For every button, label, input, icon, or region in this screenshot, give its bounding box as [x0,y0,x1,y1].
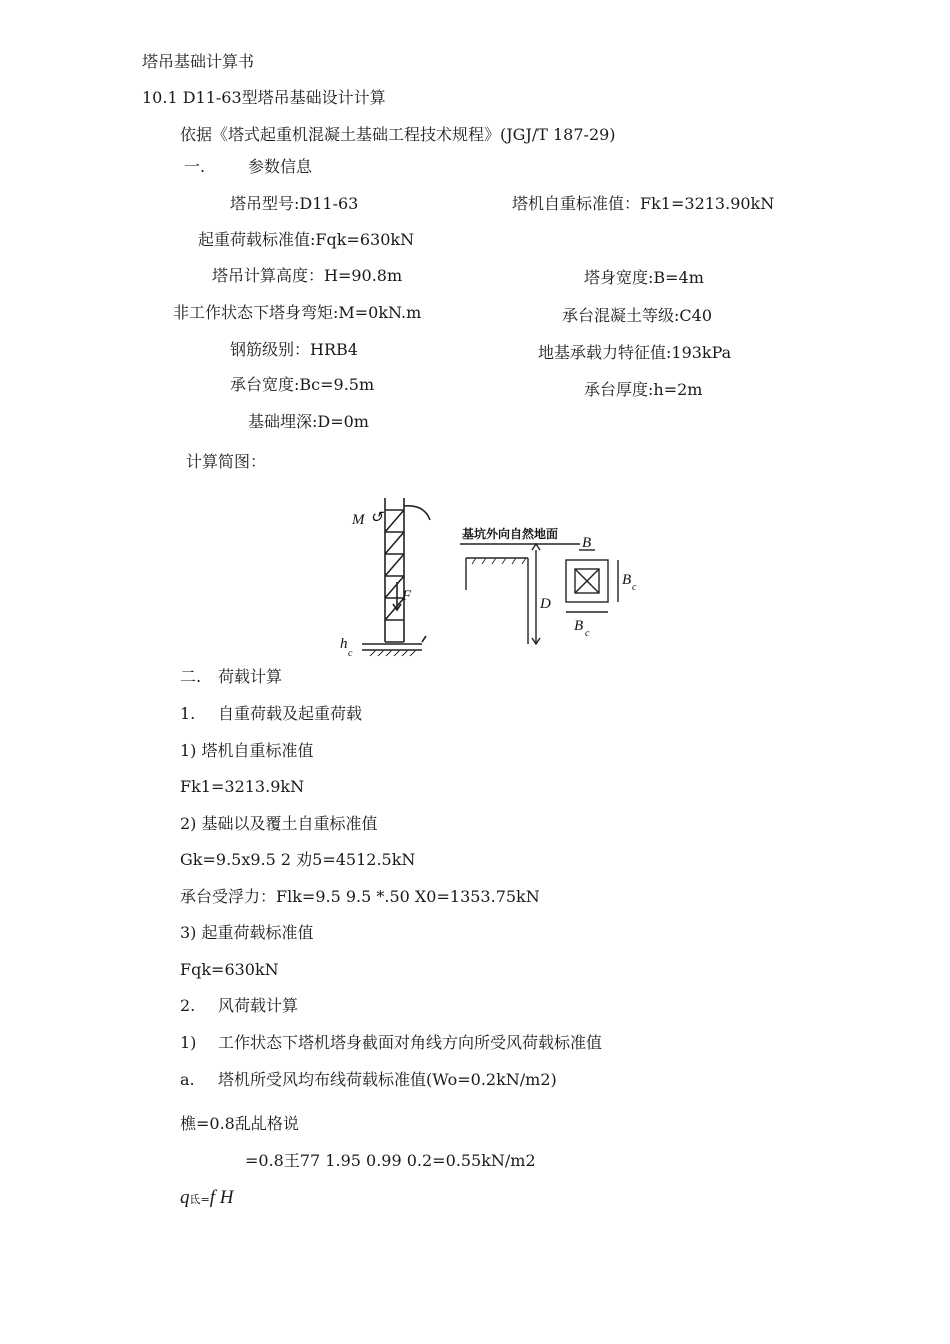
param-cap-thickness: 承台厚度:h=2m [584,380,703,399]
depth-label: D [540,596,551,612]
param-rebar: 钢筋级别：HRB4 [230,340,358,359]
param-moment: 非工作状态下塔身弯矩:M=0kN.m [173,303,422,322]
q-symbol: q [180,1187,190,1208]
svg-text:↺: ↺ [370,510,383,526]
wind-item1-title: 工作状态下塔机塔身截面对角线方向所受风荷载标准值 [218,1033,603,1052]
subsection2-title: 风荷载计算 [218,996,299,1015]
foundation-diagram [456,520,656,650]
section-heading: 10.1 D11-63型塔吊基础设计计算 [142,88,386,107]
param-height: 塔吊计算高度：H=90.8m [212,266,403,285]
doc-title: 塔吊基础计算书 [142,52,255,71]
param-concrete: 承台混凝土等级:C40 [562,306,712,325]
q-tail: f H [209,1187,234,1208]
design-basis: 依据《塔式起重机混凝土基础工程技术规程》(JGJ/T 187-29) [180,125,616,144]
param-depth: 基础埋深:D=0m [248,412,369,431]
ground-label: 基坑外向自然地面 [462,527,559,541]
cap-width-v-label: B [622,572,632,588]
item-lift-heading: 3) 起重荷载标准值 [180,923,314,942]
moment-label: M [352,512,365,528]
part1-number: 一. [184,157,206,176]
param-self-weight: 塔机自重标准值：Fk1=3213.90kN [512,194,775,213]
force-label: F [402,588,412,604]
subsection1-number: 1. [180,704,196,723]
item-fqk: Fqk=630kN [180,960,279,979]
subsection2-number: 2. [180,996,196,1015]
tower-elevation-diagram [340,492,450,672]
cap-width-v-sub: c [632,582,637,593]
param-bearing: 地基承载力特征值:193kPa [538,343,732,362]
cap-width-h-sub: c [585,628,590,639]
subsection1-title: 自重荷载及起重荷载 [218,704,363,723]
item-gk: Gk=9.5x9.5 2 劝5=4512.5kN [180,850,416,869]
item-foundation-heading: 2) 基础以及覆土自重标准值 [180,814,378,833]
diagram-label: 计算简图： [186,452,267,471]
wind-item-a-number: a. [180,1070,195,1089]
equation-line2: =0.8王77 1.95 0.99 0.2=0.55kN/m2 [245,1151,536,1170]
part1-title: 参数信息 [248,157,313,176]
wind-item1-number: 1) [180,1033,197,1052]
q-subscript: 氐= [189,1193,210,1206]
cap-width-h-label: B [574,618,584,634]
param-model: 塔吊型号:D11-63 [230,194,359,213]
param-lift-load: 起重荷载标准值:Fqk=630kN [198,230,415,249]
part2-number: 二. [180,667,202,686]
param-body-width: 塔身宽度:B=4m [584,268,704,287]
q-formula [180,1188,233,1210]
cap-thickness-sub: c [348,648,353,659]
equation-line1: 樵=0.8乱乩格说 [180,1114,299,1133]
item-buoyancy: 承台受浮力：Flk=9.5 9.5 *.50 X0=1353.75kN [180,887,540,906]
wind-item-a-title: 塔机所受风均布线荷载标准值(Wo=0.2kN/m2) [218,1070,557,1089]
part2-title: 荷载计算 [218,667,283,686]
body-width-label: B [582,535,592,551]
item-self-weight-heading: 1) 塔机自重标准值 [180,741,314,760]
param-cap-width: 承台宽度:Bc=9.5m [230,375,375,394]
item-fk1: Fk1=3213.9kN [180,777,305,796]
cap-thickness-label: h [340,636,348,652]
